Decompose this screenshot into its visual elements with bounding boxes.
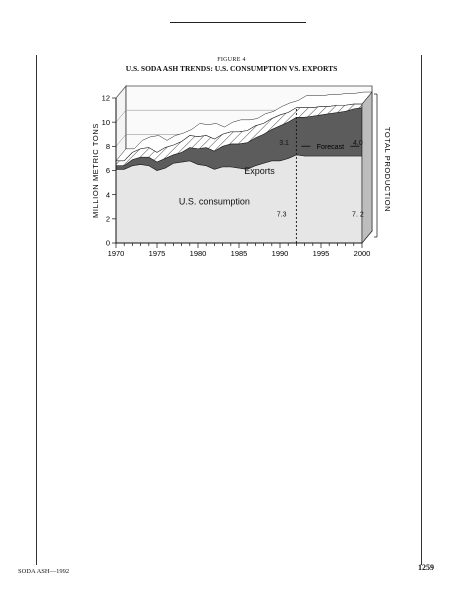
y-tick-label: 0 xyxy=(105,238,110,248)
y-tick-label: 10 xyxy=(101,117,110,127)
exports-series-label: Exports xyxy=(244,166,275,177)
x-tick-label: 1985 xyxy=(230,249,248,258)
footer-running-title: SODA ASH—1992 xyxy=(18,568,70,575)
y-tick-label: 4 xyxy=(105,190,110,200)
right-end-cap xyxy=(362,92,372,243)
consumption-series-label: U.S. consumption xyxy=(178,196,250,207)
x-tick-label: 1970 xyxy=(107,249,125,258)
consumption-1992-value: 7.3 xyxy=(276,211,287,219)
y-tick-label: 12 xyxy=(101,93,110,103)
x-tick-label: 2000 xyxy=(353,249,371,258)
y-tick-label: 6 xyxy=(105,166,110,176)
figure-title: U.S. SODA ASH TRENDS: U.S. CONSUMPTION VS. EXPORTS xyxy=(125,64,338,73)
figure-label: FIGURE 4 xyxy=(217,57,246,63)
exports-1992-value: 3.1 xyxy=(279,140,289,148)
y-tick-label: 8 xyxy=(105,141,110,151)
x-tick-label: 1990 xyxy=(271,249,289,258)
y-tick-label: 2 xyxy=(105,214,110,224)
total-production-label: TOTAL PRODUCTION xyxy=(383,126,392,213)
exports-2000-value: 4.0 xyxy=(353,140,363,148)
x-tick-label: 1995 xyxy=(312,249,330,258)
x-tick-label: 1980 xyxy=(189,249,207,258)
consumption-2000-value: 7. 2 xyxy=(352,211,364,219)
x-tick-label: 1975 xyxy=(148,249,166,258)
page-number: 1259 xyxy=(418,563,434,572)
y-axis-label: MILLION METRIC TONS xyxy=(91,123,100,218)
forecast-label: Forecast xyxy=(316,143,345,151)
